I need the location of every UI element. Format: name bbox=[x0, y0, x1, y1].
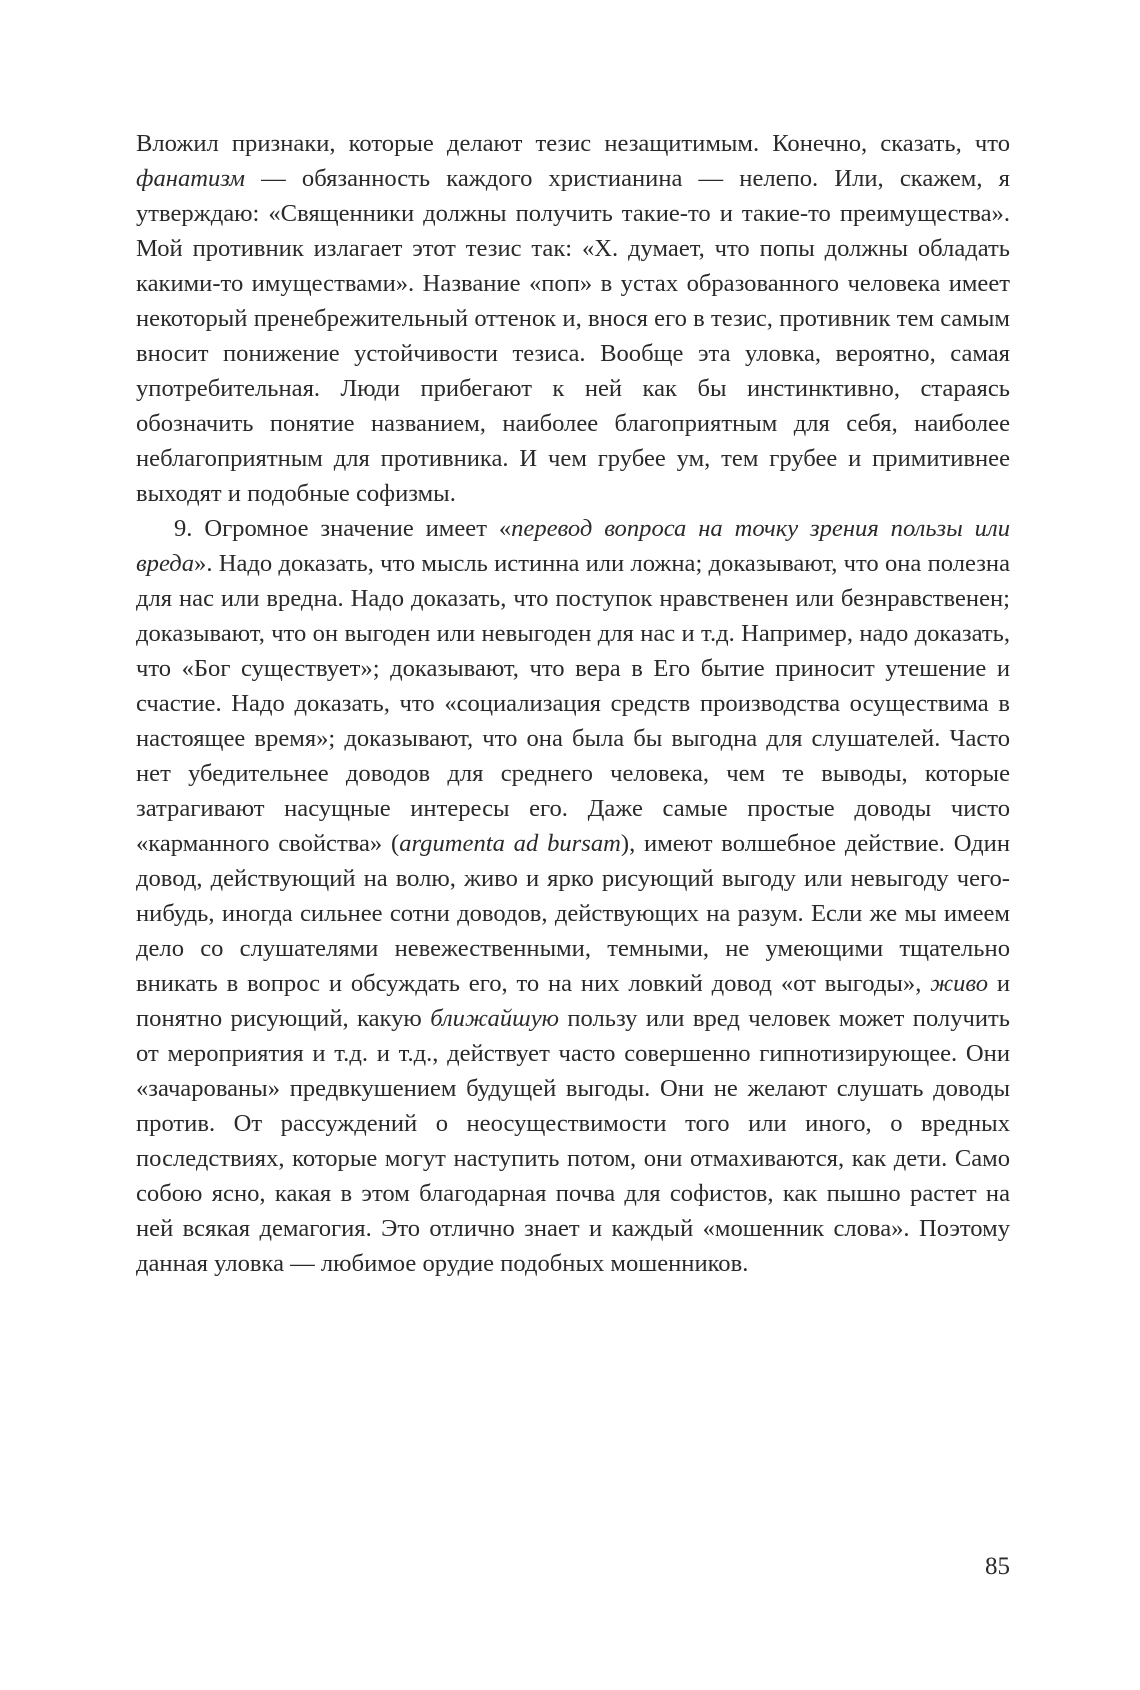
paragraph-2-text-b: ». Надо доказать, что мысль истинна или ложна; доказывают, что она полезна для нас или вредна. Надо доказать, что поступок нравственен или безнравственен; доказывают, что он выгоден или невыгоден для нас и т.д. Например, надо доказать, что «Бог существует»; доказывают, что вера в Его бытие приносит утешение и счастие. Надо доказать, что «социализация средств производства осуществима в настоящее время»; доказывают, что она была бы выгодна для слушателей. Часто нет убедительнее доводов для среднего человека, чем те выводы, которые затрагивают насущные интересы его. Даже самые простые доводы чисто «карманного свойства» ( bbox=[136, 550, 1010, 857]
paragraph-2-text-d: и понятно рисующий, какую bbox=[136, 970, 1011, 1032]
paragraph-2-text-e: пользу или вред человек может получить от мероприятия и т.д. и т.д., действует часто совершенно гипнотизирующее. Они «зачарованы» предвкушением будущей выгоды. Они не желают слушать доводы против. От рассуждений о неосуществимости того или иного, о вредных последствиях, которые могут наступить потом, они отмахиваются, как дети. Само собою ясно, какая в этом благодарная почва для софистов, как пышно растет на ней всякая демагогия. Это отлично знает и каждый «мошенник слова». Поэтому данная уловка — любимое орудие подобных мошенников. bbox=[136, 1005, 1010, 1277]
paragraph-2 bbox=[136, 511, 1010, 1281]
paragraph-1-text-b: — обязанность каждого христианина — нелепо. Или, скажем, я утверждаю: «Священники должны получить такие-то и такие-то преимущества». Мой противник излагает этот тезис так: «X. думает, что попы должны обладать какими-то имуществами». Название «поп» в устах образованного человека имеет некоторый пренебрежительный оттенок и, внося его в тезис, противник тем самым вносит понижение устойчивости тезиса. Вообще эта уловка, вероятно, самая употребительная. Люди прибегают к ней как бы инстинктивно, стараясь обозначить понятие названием, наиболее благоприятным для себя, наиболее неблагоприятным для противника. И чем грубее ум, тем грубее и примитивнее выходят и подобные софизмы. bbox=[136, 165, 1010, 507]
page-number: 85 bbox=[985, 1553, 1010, 1580]
emphasis-latin-term: argumenta ad bursam bbox=[399, 830, 621, 857]
body-text bbox=[136, 126, 1010, 1281]
emphasis-immediate: ближайшую bbox=[430, 1005, 559, 1032]
emphasis-utility-harm: перевод вопроса на точку зрения пользы или вреда bbox=[136, 515, 1010, 577]
paragraph-1-text-a: Вложил признаки, которые делают тезис незащитимым. Конечно, сказать, что bbox=[136, 130, 1010, 157]
paragraph-1 bbox=[136, 126, 1010, 511]
paragraph-2-text-a: 9. Огромное значение имеет « bbox=[174, 515, 512, 542]
emphasis-fanaticism: фанатизм bbox=[136, 165, 245, 192]
emphasis-vividly: живо bbox=[930, 970, 989, 997]
paragraph-2-text-c: ), имеют волшебное действие. Один довод, действующий на волю, живо и ярко рисующий выгоду или невыгоду чего-нибудь, иногда сильнее сотни доводов, действующих на разум. Если же мы имеем дело со слушателями невежественными, темными, не умеющими тщательно вникать в вопрос и обсуждать его, то на них ловкий довод «от выгоды», bbox=[136, 830, 1011, 997]
